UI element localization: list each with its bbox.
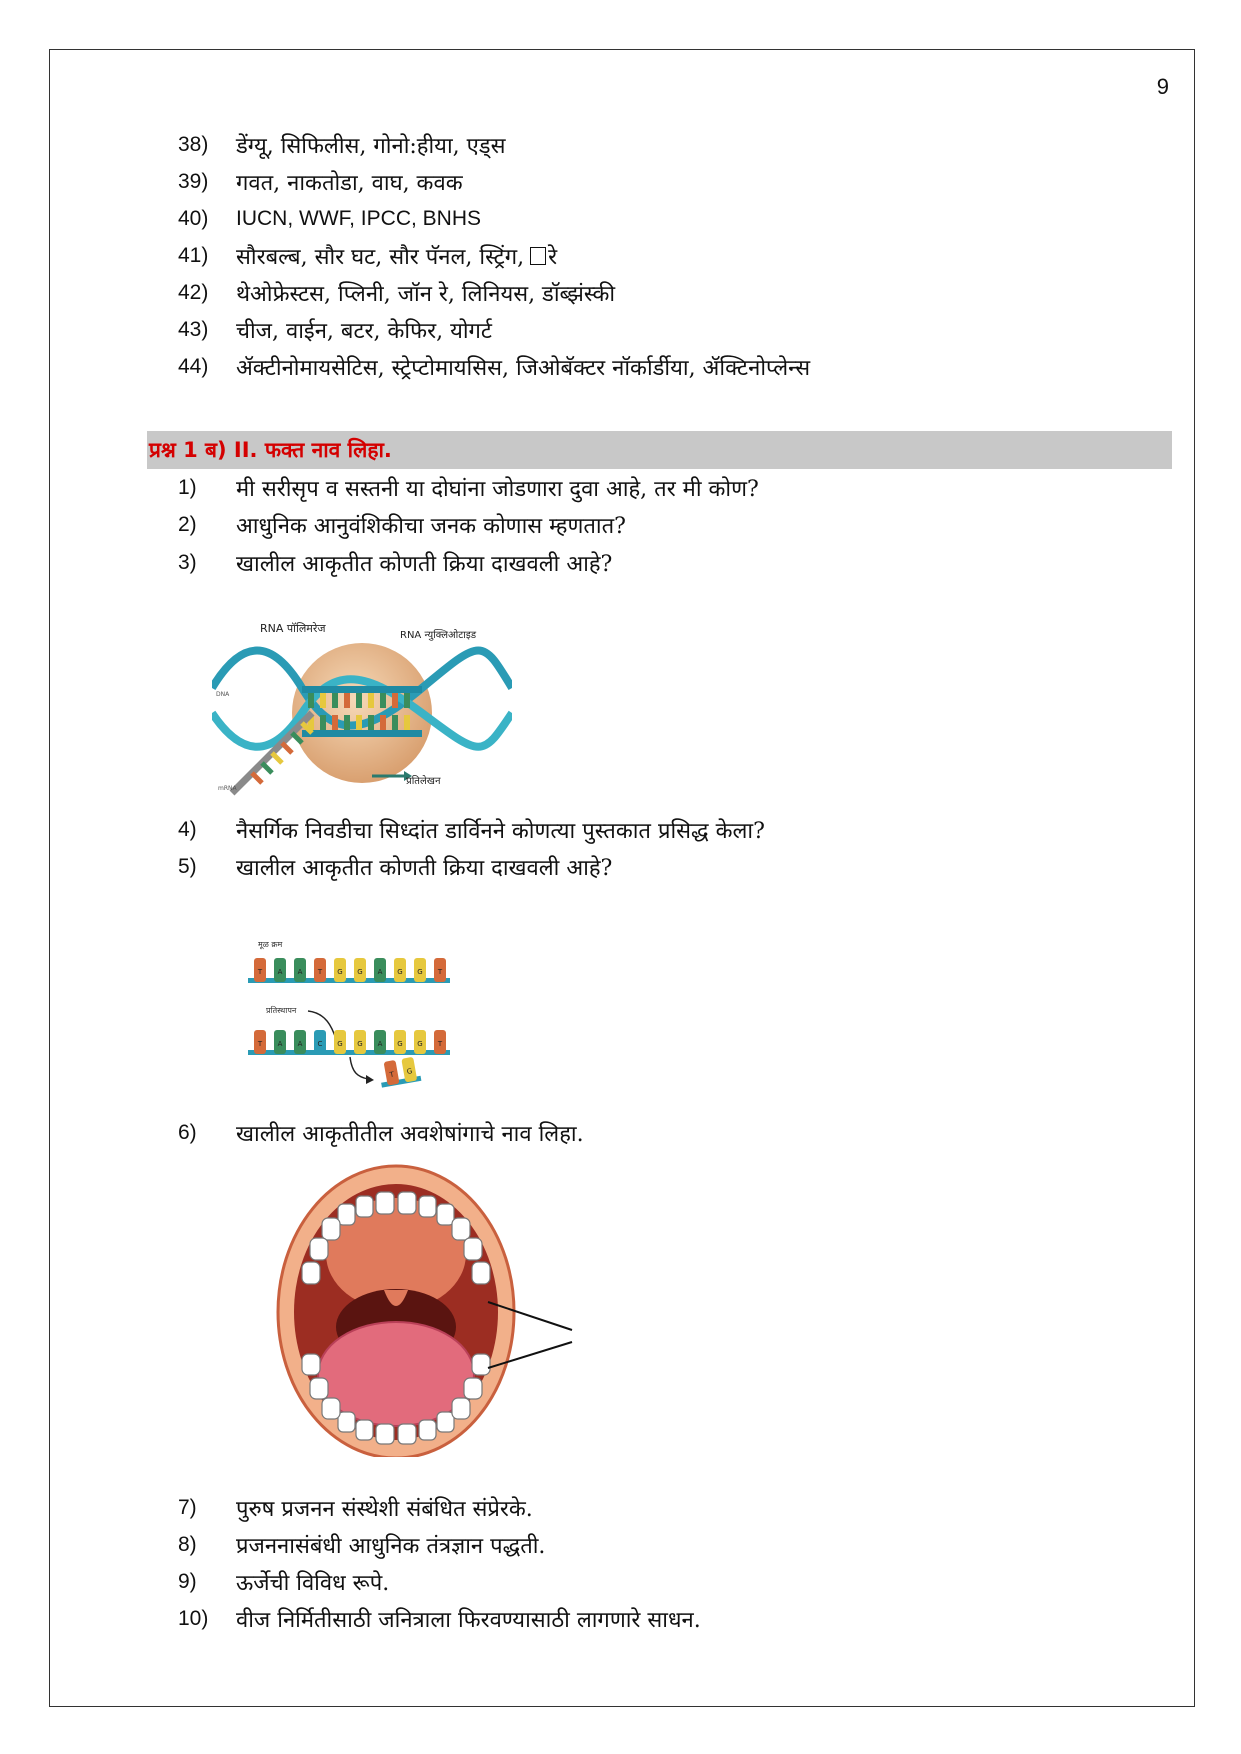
top-base-label: G	[357, 968, 363, 976]
top-base-label: T	[317, 968, 323, 976]
label-mrna: mRNA	[218, 785, 237, 792]
label-original-sequence: मूळ क्रम	[258, 940, 283, 949]
question-item: 7) पुरुष प्रजनन संस्थेशी संबंधित संप्रेरके.	[178, 1496, 533, 1522]
top-base-label: A	[297, 968, 303, 976]
bottom-base-label: C	[317, 1040, 323, 1048]
bottom-base-label: A	[377, 1040, 383, 1048]
top-base-label: G	[337, 968, 343, 976]
label-dna: DNA	[216, 691, 230, 698]
list-item: 38) डेंग्यू, सिफिलीस, गोनो:हीया, एड्स	[178, 133, 506, 159]
list-item: 41) सौरबल्ब, सौर घट, सौर पॅनल, स्ट्रिंग, रे	[178, 244, 558, 270]
top-base-label: T	[437, 968, 443, 976]
question-item: 9) ऊर्जेची विविध रूपे.	[178, 1570, 390, 1596]
label-transcription: प्रतिलेखन	[406, 776, 441, 787]
page-number: 9	[1156, 74, 1169, 99]
list-item: 40) IUCN, WWF, IPCC, BNHS	[178, 207, 481, 230]
question-item: 10) वीज निर्मितीसाठी जनित्राला फिरवण्यासाठी लागणारे साधन.	[178, 1607, 701, 1633]
bottom-base-label: T	[437, 1040, 443, 1048]
list-item: 39) गवत, नाकतोडा, वाघ, कवक	[178, 170, 463, 196]
question-item: 4) नैसर्गिक निवडीचा सिध्दांत डार्विनने कोणत्या पुस्तकात प्रसिद्ध केला?	[178, 818, 765, 844]
top-base-label: G	[417, 968, 423, 976]
bottom-base-label: G	[337, 1040, 343, 1048]
mouth-figure	[276, 1162, 576, 1457]
top-base-label: A	[377, 968, 383, 976]
transcription-figure	[212, 618, 512, 798]
section-heading: प्रश्न 1 ब) II. फक्त नाव लिहा.	[149, 438, 392, 462]
section-heading-bar	[147, 431, 1172, 469]
question-item: 2) आधुनिक आनुवंशिकीचा जनक कोणास म्हणतात?	[178, 513, 626, 539]
bottom-base-label: A	[297, 1040, 303, 1048]
removed-base-label: T	[389, 1070, 395, 1080]
missing-glyph-box-icon	[530, 247, 546, 265]
question-item: 1) मी सरीसृप व सस्तनी या दोघांना जोडणारा दुवा आहे, तर मी कोण?	[178, 476, 759, 502]
bottom-base-label: G	[357, 1040, 363, 1048]
bottom-base-label: G	[397, 1040, 403, 1048]
rna-polymerase-sphere	[292, 643, 432, 783]
label-rna-nucleotide: RNA न्युक्लिओटाइड	[400, 630, 477, 641]
question-item: 3) खालील आकृतीत कोणती क्रिया दाखवली आहे?	[178, 551, 613, 577]
mutation-figure	[246, 935, 456, 1095]
question-item: 5) खालील आकृतीत कोणती क्रिया दाखवली आहे?	[178, 855, 613, 881]
tongue	[318, 1322, 474, 1426]
bottom-base-label: G	[417, 1040, 423, 1048]
label-rna-polymerase: RNA पॉलिमरेज	[260, 622, 326, 635]
list-item: 44) ॲक्टीनोमायसेटिस, स्ट्रेप्टोमायसिस, जिओबॅक्टर नॉर्कार्डीया, ॲक्टिनोप्लेन्स	[178, 355, 811, 381]
list-item: 42) थेओफ्रेस्टस, प्लिनी, जॉन रे, लिनियस, डॉब्झंस्की	[178, 281, 616, 307]
bottom-base-label: T	[257, 1040, 263, 1048]
question-item: 6) खालील आकृतीतील अवशेषांगाचे नाव लिहा.	[178, 1121, 584, 1147]
label-substitution: प्रतिस्थापन	[266, 1006, 297, 1015]
question-item: 8) प्रजननासंबंधी आधुनिक तंत्रज्ञान पद्धती.	[178, 1533, 546, 1559]
bottom-base-label: A	[277, 1040, 283, 1048]
list-item: 43) चीज, वाईन, बटर, केफिर, योगर्ट	[178, 318, 493, 344]
removed-base-label: G	[406, 1067, 414, 1077]
top-base-label: G	[397, 968, 403, 976]
top-base-label: A	[277, 968, 283, 976]
top-base-label: T	[257, 968, 263, 976]
